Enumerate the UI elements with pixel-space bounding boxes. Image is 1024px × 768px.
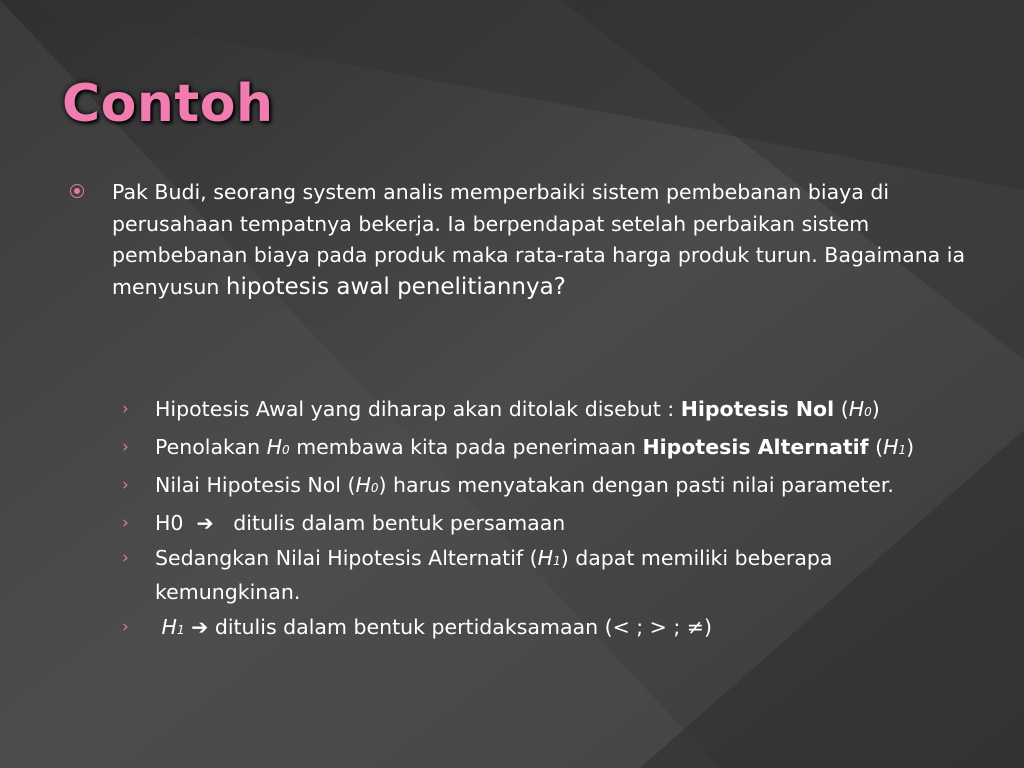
chevron-right-icon: ›: [122, 617, 129, 637]
slide-title: Contoh: [62, 74, 274, 134]
list-item: › Sedangkan Nilai Hipotesis Alternatif (H1) dapat memiliki beberapa kemungkinan.: [122, 543, 952, 608]
chevron-right-icon: ›: [122, 513, 129, 533]
list-item: › Nilai Hipotesis Nol (H0) harus menyatakan dengan pasti nilai parameter.: [122, 470, 952, 504]
intro-text: Pak Budi, seorang system analis memperbaiki sistem pembebanan biaya di perusahaan tempatnya bekerja. Ia berpendapat setelah perbaikan sistem pembebanan biaya pada produk maka rata-rata harga produk turun. Bagaimana ia menyusun: [112, 180, 966, 299]
intro-paragraph: [70, 177, 970, 303]
chevron-right-icon: ›: [122, 437, 129, 457]
radio-bullet-icon: [70, 184, 84, 198]
intro-text-large: hipotesis awal penelitiannya?: [225, 273, 566, 300]
sub-bullet-list: [122, 394, 952, 650]
chevron-right-icon: ›: [122, 548, 129, 568]
list-item: › Penolakan H0 membawa kita pada penerimaan Hipotesis Alternatif (H1): [122, 432, 952, 466]
list-item: › H1 ➔ ditulis dalam bentuk pertidaksamaan (< ; > ; ≠): [122, 612, 952, 646]
list-item: › Hipotesis Awal yang diharap akan ditolak disebut : Hipotesis Nol (H0): [122, 394, 952, 428]
chevron-right-icon: ›: [122, 399, 129, 419]
chevron-right-icon: ›: [122, 475, 129, 495]
arrow-right-icon: ➔: [184, 615, 215, 639]
arrow-right-icon: ➔: [183, 511, 227, 535]
list-item: › H0 ➔ ditulis dalam bentuk persamaan: [122, 508, 952, 539]
